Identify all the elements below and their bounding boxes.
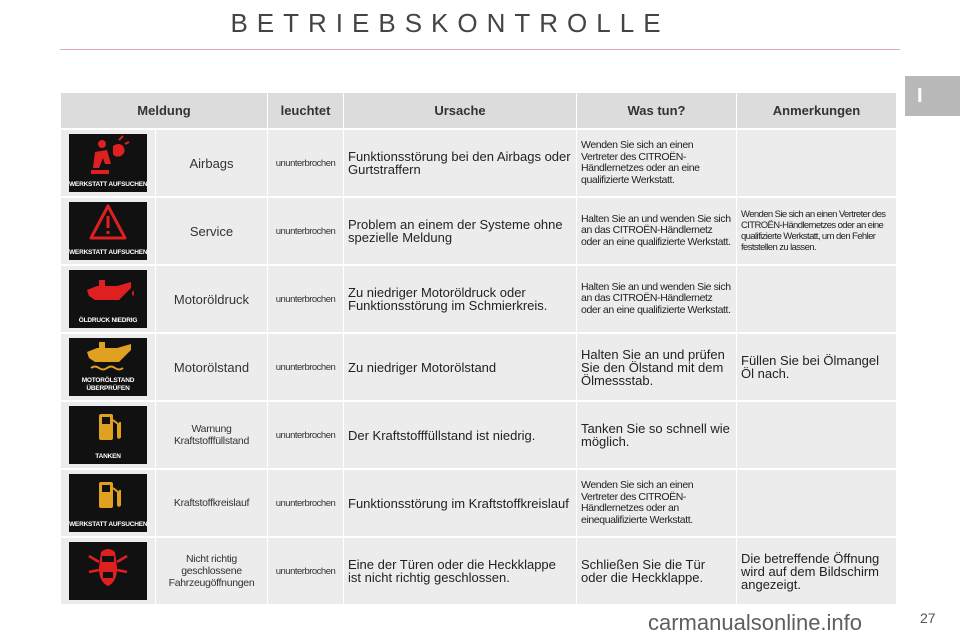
cause-text: Eine der Türen oder die Heckklappe ist nicht richtig geschlossen. — [344, 537, 577, 605]
icon-cell — [61, 469, 156, 537]
remark-text: Füllen Sie bei Ölmangel Öl nach. — [737, 333, 897, 401]
lit-status: ununterbrochen — [268, 401, 344, 469]
remark-text: Die betreffende Öffnung wird auf dem Bildschirm angezeigt. — [737, 537, 897, 605]
icon-cell — [61, 537, 156, 605]
door-open-car-icon — [69, 542, 147, 600]
table-row — [61, 401, 897, 469]
col-header-anmerkungen: Anmerkungen — [737, 93, 897, 130]
icon-caption: TANKEN — [95, 453, 121, 460]
fuel-pump-icon — [69, 406, 147, 464]
warning-name: Kraftstoffkreislauf — [156, 469, 268, 537]
lit-status: ununterbrochen — [268, 265, 344, 333]
cause-text: Funktionsstörung bei den Airbags oder Gurtstraffern — [344, 129, 577, 197]
col-header-ursache: Ursache — [344, 93, 577, 130]
icon-cell — [61, 129, 156, 197]
action-text: Wenden Sie sich an einen Vertreter des CITROËN-Händlernetzes oder an einequalifizierte Werkstatt. — [577, 469, 737, 537]
action-text: Schließen Sie die Tür oder die Heckklappe. — [577, 537, 737, 605]
action-text: Wenden Sie sich an einen Vertreter des CITROËN-Händlernetzes oder an eine qualifizierte Werkstatt. — [577, 129, 737, 197]
service-warning-triangle-icon — [69, 202, 147, 260]
remark-text — [737, 129, 897, 197]
fuel-circuit-icon — [69, 474, 147, 532]
page-title: BETRIEBSKONTROLLE — [230, 8, 670, 38]
icon-caption: WERKSTATT AUFSUCHEN — [69, 249, 148, 256]
col-header-meldung: Meldung — [61, 93, 268, 130]
table-header-row — [61, 93, 897, 130]
chapter-label: I — [917, 85, 923, 107]
warning-name: Nicht richtig geschlossene Fahrzeugöffnungen — [156, 537, 268, 605]
remark-text — [737, 469, 897, 537]
col-header-leuchtet: leuchtet — [268, 93, 344, 130]
lit-status: ununterbrochen — [268, 537, 344, 605]
chapter-tab — [905, 76, 960, 116]
icon-cell — [61, 401, 156, 469]
action-text: Tanken Sie so schnell wie möglich. — [577, 401, 737, 469]
remark-text — [737, 401, 897, 469]
watermark: carmanualsonline.info — [648, 610, 863, 635]
airbag-warning-icon — [69, 134, 147, 192]
table-row — [61, 265, 897, 333]
warning-name: Motorölstand — [156, 333, 268, 401]
table-row — [61, 197, 897, 265]
icon-caption: ÖLDRUCK NIEDRIG — [78, 317, 138, 324]
icon-caption: WERKSTATT AUFSUCHEN — [69, 521, 148, 528]
cause-text: Problem an einem der Systeme ohne spezielle Meldung — [344, 197, 577, 265]
icon-cell — [61, 197, 156, 265]
cause-text: Funktionsstörung im Kraftstoffkreislauf — [344, 469, 577, 537]
warning-lights-table — [60, 92, 897, 606]
table-row — [61, 469, 897, 537]
icon-caption: WERKSTATT AUFSUCHEN — [69, 181, 148, 188]
icon-cell — [61, 265, 156, 333]
col-header-was-tun: Was tun? — [577, 93, 737, 130]
cause-text: Der Kraftstofffüllstand ist niedrig. — [344, 401, 577, 469]
icon-caption: MOTORÖLSTAND ÜBERPRÜFEN — [81, 377, 135, 392]
remark-text — [737, 265, 897, 333]
cause-text: Zu niedriger Motorölstand — [344, 333, 577, 401]
title-rule — [60, 49, 900, 50]
action-text: Halten Sie an und prüfen Sie den Ölstand mit dem Ölmessstab. — [577, 333, 737, 401]
table-row — [61, 333, 897, 401]
lit-status: ununterbrochen — [268, 129, 344, 197]
lit-status: ununterbrochen — [268, 469, 344, 537]
warning-name: Airbags — [156, 129, 268, 197]
lit-status: ununterbrochen — [268, 197, 344, 265]
oil-pressure-icon — [69, 270, 147, 328]
icon-cell — [61, 333, 156, 401]
remark-text: Wenden Sie sich an einen Vertreter des CITROËN-Händlernetzes oder an eine qualifizierte Werkstatt, um den Fehler feststellen zu lassen. — [737, 197, 897, 265]
table-row — [61, 129, 897, 197]
lit-status: ununterbrochen — [268, 333, 344, 401]
page-number: 27 — [920, 610, 936, 626]
action-text: Halten Sie an und wenden Sie sich an das CITROËN-Händlernetz oder an eine qualifizierte Werkstatt. — [577, 197, 737, 265]
oil-level-icon — [69, 338, 147, 396]
cause-text: Zu niedriger Motoröldruck oder Funktionsstörung im Schmierkreis. — [344, 265, 577, 333]
warning-name: Warnung Kraftstofffüllstand — [156, 401, 268, 469]
table-row — [61, 537, 897, 605]
action-text: Halten Sie an und wenden Sie sich an das CITROËN-Händlernetz oder an eine qualifizierte Werkstatt. — [577, 265, 737, 333]
warning-name: Motoröldruck — [156, 265, 268, 333]
warning-name: Service — [156, 197, 268, 265]
